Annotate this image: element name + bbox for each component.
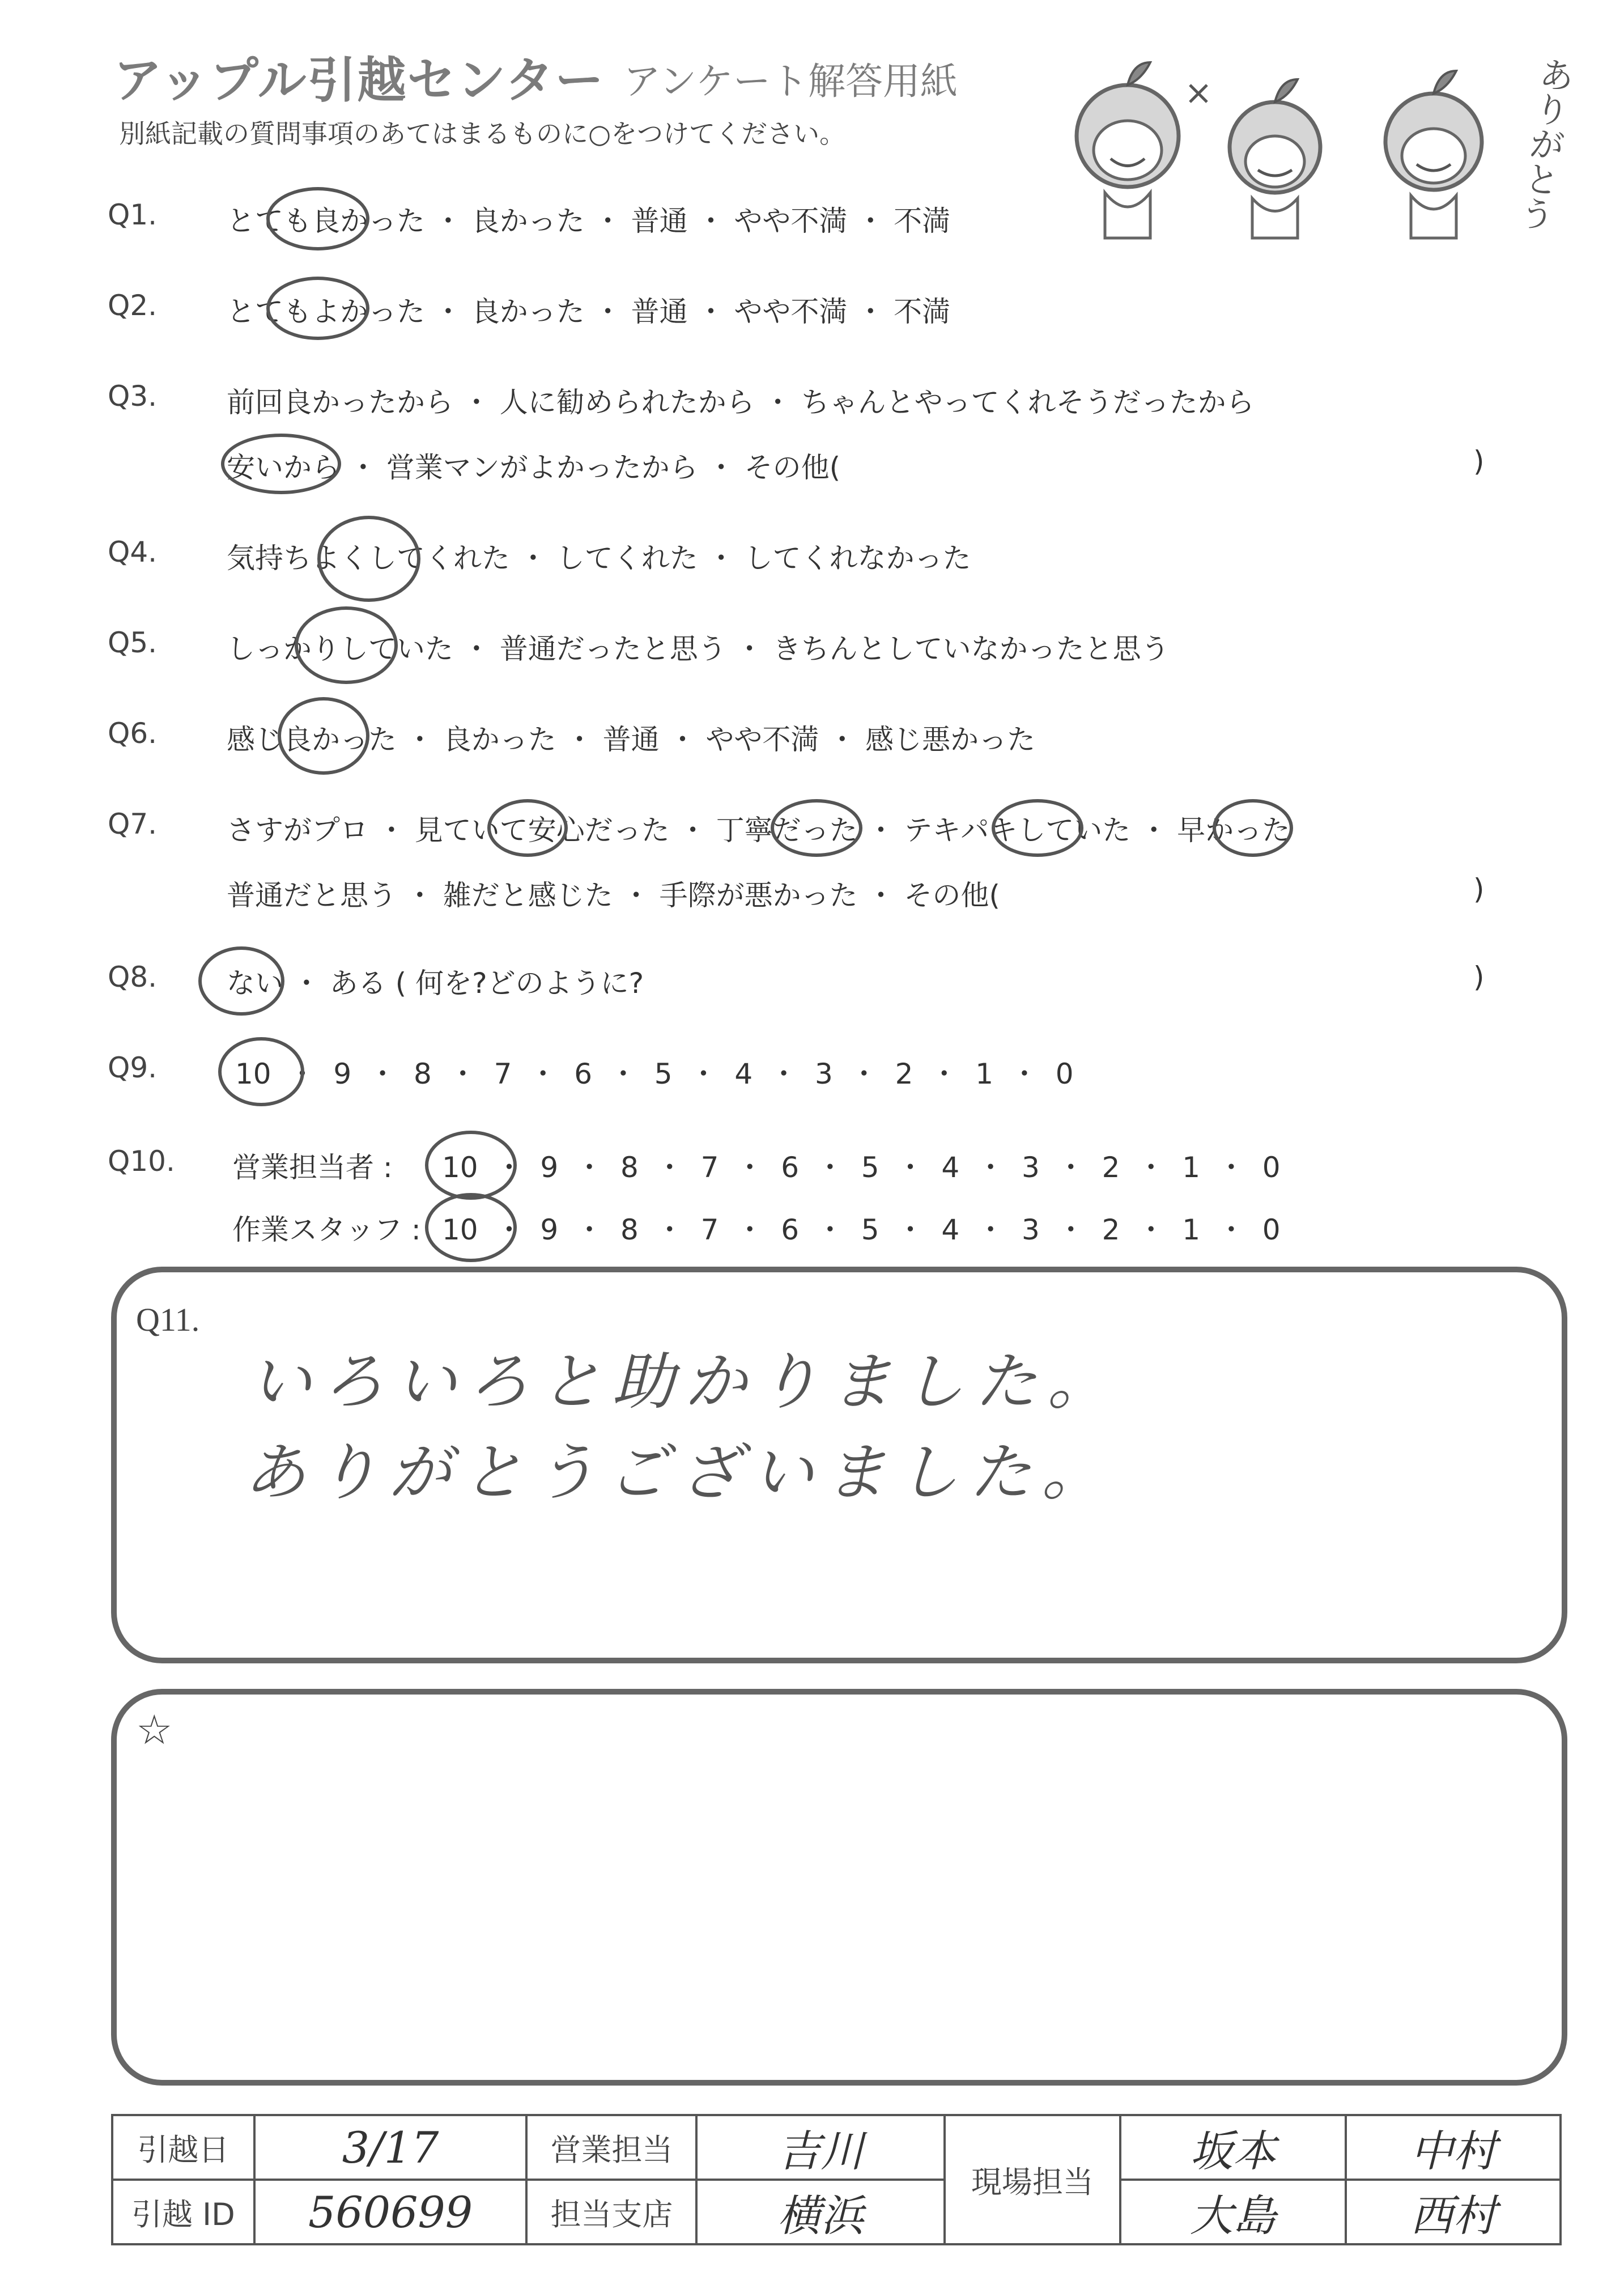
q7-options-line1: さすがプロ ・ 見ていて安心だった ・ 丁寧だった ・ テキパキしていた ・ 早かった [227, 814, 1291, 847]
q7-label: Q7. [108, 808, 158, 840]
answer-mark [266, 187, 369, 250]
answer-mark [317, 516, 420, 602]
answer-mark [992, 799, 1083, 857]
move-id-value: 560699 [254, 2180, 527, 2244]
mascot-illustration [1048, 51, 1547, 255]
field-staff-2: 中村 [1346, 2115, 1561, 2180]
q8-label: Q8. [108, 961, 158, 993]
move-id-label: 引越 ID [112, 2180, 254, 2244]
field-staff-1: 坂本 [1120, 2115, 1346, 2180]
move-info-table [111, 2114, 1562, 2245]
q2-label: Q2. [108, 289, 158, 322]
q5-options: しっかりしていた ・ 普通だったと思う ・ きちんとしていなかったと思う [227, 632, 1170, 665]
form-subtitle: アンケート解答用紙 [623, 60, 958, 103]
q9-scale: 10 ・ 9 ・ 8 ・ 7 ・ 6 ・ 5 ・ 4 ・ 3 ・ 2 ・ 1 ・ 0 [235, 1058, 1074, 1090]
field-staff-label: 現場担当 [945, 2115, 1120, 2244]
q3-options-line1: 前回良かったから ・ 人に勧められたから ・ ちゃんとやってくれそうだったから [227, 386, 1255, 419]
q7-close-paren: ) [1473, 873, 1485, 906]
q10-sales-scale: 10 ・ 9 ・ 8 ・ 7 ・ 6 ・ 5 ・ 4 ・ 3 ・ 2 ・ 1 ・ 0 [442, 1151, 1281, 1184]
answer-mark [221, 434, 341, 494]
branch-value: 横浜 [696, 2180, 945, 2244]
form-title: アップル引越センター [113, 52, 605, 109]
answer-mark [487, 799, 568, 857]
sales-rep-label: 営業担当 [526, 2115, 696, 2180]
answer-mark [425, 1193, 517, 1262]
q8-close-paren: ) [1473, 961, 1485, 993]
q4-label: Q4. [108, 536, 158, 568]
answer-mark [1213, 799, 1293, 857]
branch-label: 担当支店 [526, 2180, 696, 2244]
answer-mark [218, 1037, 304, 1106]
star-icon: ☆ [136, 1708, 173, 1753]
q3-close-paren: ) [1473, 445, 1485, 478]
q6-options: 感じ良かった ・ 良かった ・ 普通 ・ やや不満 ・ 感じ悪かった [227, 723, 1036, 756]
q10-staff-label: 作業スタッフ : [232, 1213, 421, 1246]
answer-mark [425, 1131, 517, 1200]
q5-label: Q5. [108, 626, 158, 659]
q1-options: とても良かった ・ 良かった ・ 普通 ・ やや不満 ・ 不満 [227, 205, 951, 237]
q3-label: Q3. [108, 380, 158, 413]
free-comment-box [111, 1689, 1567, 2086]
sales-rep-value: 吉川 [696, 2115, 945, 2180]
q2-options: とてもよかった ・ 良かった ・ 普通 ・ やや不満 ・ 不満 [227, 295, 951, 328]
q4-options: 気持ちよくしてくれた ・ してくれた ・ してくれなかった [227, 542, 971, 575]
answer-mark [771, 799, 862, 857]
q9-label: Q9. [108, 1051, 158, 1084]
q7-options-line2: 普通だと思う ・ 雑だと感じた ・ 手際が悪かった ・ その他( [227, 879, 1000, 912]
q11-handwritten-line2: ありがとうございました。 [244, 1436, 1114, 1509]
field-staff-4: 西村 [1346, 2180, 1561, 2244]
q11-handwritten-line1: いろいろと助かりました。 [249, 1345, 1120, 1418]
answer-mark [266, 277, 369, 340]
answer-mark [198, 946, 284, 1016]
q8-options: ない ・ ある ( 何を?どのように? [227, 967, 644, 1000]
q10-label: Q10. [108, 1145, 175, 1178]
q10-sales-label: 営業担当者 : [232, 1151, 393, 1184]
answer-mark [295, 606, 398, 684]
q1-label: Q1. [108, 198, 158, 231]
q6-label: Q6. [108, 717, 158, 750]
move-date-value: 3/17 [254, 2115, 527, 2180]
field-staff-3: 大島 [1120, 2180, 1346, 2244]
mascot-caption: ありがとう [1511, 54, 1578, 234]
q11-label: Q11. [136, 1301, 200, 1338]
q3-options-line2: 安いから ・ 営業マンがよかったから ・ その他( [227, 451, 841, 484]
answer-mark [278, 697, 369, 775]
form-instructions: 別紙記載の質問事項のあてはまるものに○をつけてください。 [119, 118, 846, 149]
move-date-label: 引越日 [112, 2115, 254, 2180]
q10-staff-scale: 10 ・ 9 ・ 8 ・ 7 ・ 6 ・ 5 ・ 4 ・ 3 ・ 2 ・ 1 ・ 0 [442, 1213, 1281, 1246]
